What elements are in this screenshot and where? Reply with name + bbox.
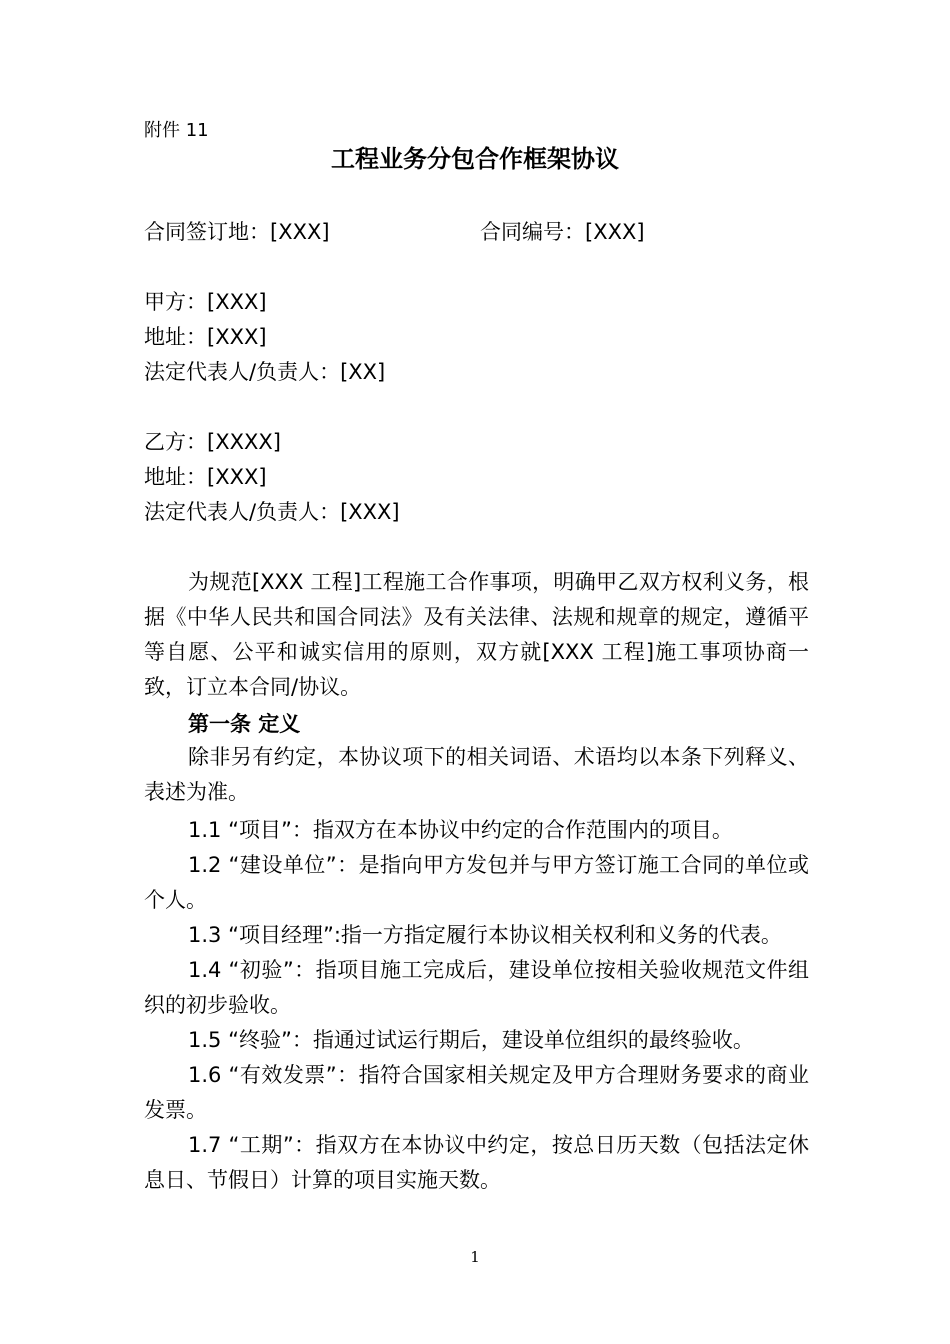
article-intro: 除非另有约定，本协议项下的相关词语、术语均以本条下列释义、表述为准。 xyxy=(144,745,809,804)
party-b-name: 乙方：[XXXX] xyxy=(144,430,281,454)
definition-item: 1.3 “项目经理”:指一方指定履行本协议相关权利和义务的代表。 xyxy=(188,923,782,947)
definition-item: 1.4 “初验”：指项目施工完成后，建设单位按相关验收规范文件组织的初步验收。 xyxy=(144,958,809,1017)
signing-place: 合同签订地：[XXX] xyxy=(144,220,330,244)
party-b-address: 地址：[XXX] xyxy=(144,465,267,489)
party-a-address: 地址：[XXX] xyxy=(144,325,267,349)
article-heading: 第一条 定义 xyxy=(188,712,301,736)
definition-item: 1.1 “项目”：指双方在本协议中约定的合作范围内的项目。 xyxy=(188,818,733,842)
document-title: 工程业务分包合作框架协议 xyxy=(331,145,619,173)
definition-item: 1.5 “终验”：指通过试运行期后，建设单位组织的最终验收。 xyxy=(188,1028,754,1052)
definition-item: 1.2 “建设单位”：是指向甲方发包并与甲方签订施工合同的单位或个人。 xyxy=(144,853,809,912)
party-a-representative: 法定代表人/负责人：[XX] xyxy=(144,360,386,384)
page-number: 1 xyxy=(470,1248,480,1266)
contract-number: 合同编号：[XXX] xyxy=(480,220,645,244)
definition-item: 1.7 “工期”：指双方在本协议中约定，按总日历天数（包括法定休息日、节假日）计算的项目实施天数。 xyxy=(144,1133,809,1192)
attachment-label: 附件 11 xyxy=(144,120,209,141)
party-a-name: 甲方：[XXX] xyxy=(144,290,267,314)
definition-item: 1.6 “有效发票”：指符合国家相关规定及甲方合理财务要求的商业发票。 xyxy=(144,1063,809,1122)
preamble-paragraph: 为规范[XXX 工程]工程施工合作事项，明确甲乙双方权利义务，根据《中华人民共和国合同法》及有关法律、法规和规章的规定，遵循平等自愿、公平和诚实信用的原则，双方就[XXX 工程]施工事项协商一致，订立本合同/协议。 xyxy=(144,570,809,699)
party-b-representative: 法定代表人/负责人：[XXX] xyxy=(144,500,400,524)
